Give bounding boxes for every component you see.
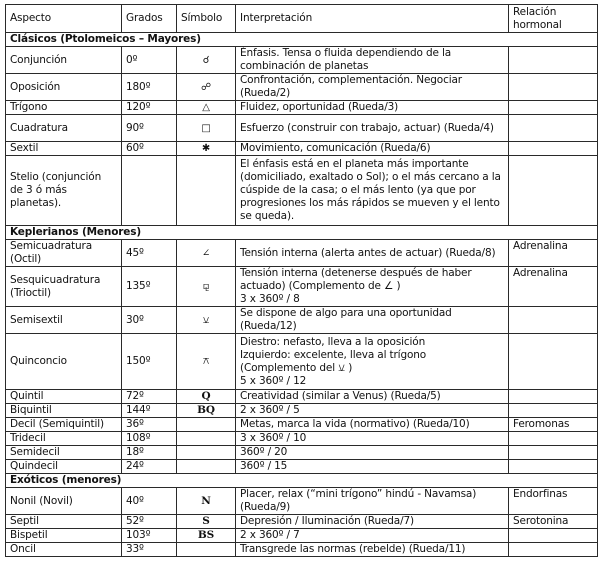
cell-hormona xyxy=(509,334,598,390)
cell-hormona: Adrenalina xyxy=(509,267,598,307)
cell-interpretacion xyxy=(236,334,509,390)
table-row-decil xyxy=(6,418,598,432)
header-interpretacion: Interpretación xyxy=(236,5,509,33)
biquintile-symbol-icon: BQ xyxy=(177,404,236,418)
cell-aspecto: Biquintil xyxy=(6,404,122,418)
cell-hormona xyxy=(509,101,598,115)
cell-hormona: Feromonas xyxy=(509,418,598,432)
group-row-keplerianos xyxy=(6,226,598,240)
header-aspecto: Aspecto xyxy=(6,5,122,33)
cell-interpretacion: 2 x 360º / 5 xyxy=(236,404,509,418)
cell-aspecto: Tridecil xyxy=(6,432,122,446)
table-row-biquintil xyxy=(6,404,598,418)
cell-hormona xyxy=(509,115,598,142)
aspects-table xyxy=(5,4,598,557)
novile-symbol-icon: N xyxy=(177,488,236,515)
cell-grados: 135º xyxy=(122,267,177,307)
group-row-exoticos xyxy=(6,474,598,488)
header-grados: Grados xyxy=(122,5,177,33)
cell-aspecto: Semisextil xyxy=(6,307,122,334)
table-row-sextil xyxy=(6,142,598,156)
square-symbol-icon: □ xyxy=(177,115,236,142)
cell-simbolo xyxy=(177,156,236,226)
cell-aspecto: Semicuadratura (Octil) xyxy=(6,240,122,267)
table-row-bispetil xyxy=(6,529,598,543)
cell-hormona: Serotonina xyxy=(509,515,598,529)
septile-symbol-icon: S xyxy=(177,515,236,529)
table-row-quintil xyxy=(6,390,598,404)
cell-grados: 150º xyxy=(122,334,177,390)
group-title-clasicos: Clásicos (Ptolomeicos – Mayores) xyxy=(6,33,598,47)
cell-hormona xyxy=(509,307,598,334)
table-row-cuadratura xyxy=(6,115,598,142)
cell-interpretacion: Tensión interna (alerta antes de actuar) (Rueda/8) xyxy=(236,240,509,267)
cell-grados: 120º xyxy=(122,101,177,115)
cell-grados: 36º xyxy=(122,418,177,432)
table-row-tridecil xyxy=(6,432,598,446)
cell-hormona xyxy=(509,404,598,418)
cell-grados: 33º xyxy=(122,543,177,557)
cell-interpretacion: 3 x 360º / 10 xyxy=(236,432,509,446)
table-row-septil xyxy=(6,515,598,529)
cell-interpretacion: El énfasis está en el planeta más importante (domiciliado, exaltado o Sol); o el más cercano a la cúspide de la casa; o el más lento (ya que por progresiones los más rápidos se mueven y el lento se queda). xyxy=(236,156,509,226)
table-row-nonil xyxy=(6,488,598,515)
cell-grados: 18º xyxy=(122,446,177,460)
header-row xyxy=(6,5,598,33)
cell-hormona xyxy=(509,142,598,156)
cell-aspecto: Oposición xyxy=(6,74,122,101)
cell-aspecto: Quintil xyxy=(6,390,122,404)
cell-aspecto: Septil xyxy=(6,515,122,529)
group-title-keplerianos: Keplerianos (Menores) xyxy=(6,226,598,240)
cell-grados: 24º xyxy=(122,460,177,474)
table-row-sesquicuadratura xyxy=(6,267,598,307)
cell-interpretacion: Énfasis. Tensa o fluida dependiendo de la combinación de planetas xyxy=(236,47,509,74)
cell-interpretacion: Movimiento, comunicación (Rueda/6) xyxy=(236,142,509,156)
table-row-quinconcio xyxy=(6,334,598,390)
interp-line: (Complemento del ⚺ ) xyxy=(240,361,353,374)
cell-grados: 144º xyxy=(122,404,177,418)
cell-aspecto: Quindecil xyxy=(6,460,122,474)
trine-symbol-icon: △ xyxy=(177,101,236,115)
cell-interpretacion: Depresión / Iluminación (Rueda/7) xyxy=(236,515,509,529)
cell-simbolo xyxy=(177,460,236,474)
conjunction-symbol-icon: ☌ xyxy=(177,47,236,74)
table-row-semicuadratura xyxy=(6,240,598,267)
cell-aspecto: Oncil xyxy=(6,543,122,557)
cell-grados: 52º xyxy=(122,515,177,529)
cell-interpretacion: Transgrede las normas (rebelde) (Rueda/11) xyxy=(236,543,509,557)
cell-hormona xyxy=(509,446,598,460)
interp-formula: 3 x 360º / 8 xyxy=(240,293,300,305)
cell-simbolo xyxy=(177,446,236,460)
cell-hormona xyxy=(509,390,598,404)
cell-hormona: Endorfinas xyxy=(509,488,598,515)
cell-simbolo xyxy=(177,432,236,446)
cell-grados: 0º xyxy=(122,47,177,74)
sextile-symbol-icon: ✱ xyxy=(177,142,236,156)
cell-grados: 45º xyxy=(122,240,177,267)
table-row-trigono xyxy=(6,101,598,115)
cell-grados: 90º xyxy=(122,115,177,142)
cell-aspecto: Quinconcio xyxy=(6,334,122,390)
cell-aspecto: Nonil (Novil) xyxy=(6,488,122,515)
sesquiquadrate-symbol-icon: ⚼ xyxy=(177,267,236,307)
cell-aspecto: Bispetil xyxy=(6,529,122,543)
cell-interpretacion: Placer, relax (“mini trígono” hindú - Navamsa) (Rueda/9) xyxy=(236,488,509,515)
cell-grados: 30º xyxy=(122,307,177,334)
cell-hormona: Adrenalina xyxy=(509,240,598,267)
cell-grados: 72º xyxy=(122,390,177,404)
interp-line: Tensión interna (detenerse después de haber actuado) (Complemento de ∠ ) xyxy=(240,267,472,292)
cell-grados: 60º xyxy=(122,142,177,156)
semisextile-symbol-icon: ⚺ xyxy=(177,307,236,334)
cell-grados: 40º xyxy=(122,488,177,515)
cell-interpretacion: 2 x 360º / 7 xyxy=(236,529,509,543)
quintile-symbol-icon: Q xyxy=(177,390,236,404)
cell-interpretacion: Metas, marca la vida (normativo) (Rueda/10) xyxy=(236,418,509,432)
cell-grados xyxy=(122,156,177,226)
table-row-quindecil xyxy=(6,460,598,474)
group-title-exoticos: Exóticos (menores) xyxy=(6,474,598,488)
cell-aspecto: Sesquicuadratura (Trioctil) xyxy=(6,267,122,307)
table-row-oncil xyxy=(6,543,598,557)
cell-aspecto: Semidecil xyxy=(6,446,122,460)
interp-formula: 5 x 360º / 12 xyxy=(240,374,307,387)
cell-interpretacion: 360º / 20 xyxy=(236,446,509,460)
cell-aspecto: Sextil xyxy=(6,142,122,156)
header-relacion-line1: Relación xyxy=(513,5,557,18)
cell-interpretacion: Fluidez, oportunidad (Rueda/3) xyxy=(236,101,509,115)
cell-aspecto: Cuadratura xyxy=(6,115,122,142)
cell-interpretacion: Confrontación, complementación. Negociar (Rueda/2) xyxy=(236,74,509,101)
biseptile-symbol-icon: BS xyxy=(177,529,236,543)
table-row-semidecil xyxy=(6,446,598,460)
cell-interpretacion: Se dispone de algo para una oportunidad (Rueda/12) xyxy=(236,307,509,334)
table-row-stelio xyxy=(6,156,598,226)
table-row-conjuncion xyxy=(6,47,598,74)
cell-hormona xyxy=(509,47,598,74)
table-row-semisextil xyxy=(6,307,598,334)
cell-hormona xyxy=(509,529,598,543)
header-relacion-hormonal xyxy=(509,5,598,33)
interp-line: Diestro: nefasto, lleva a la oposición xyxy=(240,335,426,348)
cell-simbolo xyxy=(177,418,236,432)
cell-interpretacion: 360º / 15 xyxy=(236,460,509,474)
cell-interpretacion xyxy=(236,267,509,307)
cell-hormona xyxy=(509,460,598,474)
cell-interpretacion: Creatividad (similar a Venus) (Rueda/5) xyxy=(236,390,509,404)
cell-hormona xyxy=(509,543,598,557)
cell-hormona xyxy=(509,156,598,226)
cell-aspecto: Trígono xyxy=(6,101,122,115)
cell-grados: 108º xyxy=(122,432,177,446)
cell-aspecto: Conjunción xyxy=(6,47,122,74)
cell-grados: 103º xyxy=(122,529,177,543)
semisquare-symbol-icon: ∠ xyxy=(177,240,236,267)
cell-interpretacion: Esfuerzo (construir con trabajo, actuar) (Rueda/4) xyxy=(236,115,509,142)
opposition-symbol-icon: ☍ xyxy=(177,74,236,101)
cell-grados: 180º xyxy=(122,74,177,101)
cell-hormona xyxy=(509,74,598,101)
quincunx-symbol-icon: ⚻ xyxy=(177,334,236,390)
cell-aspecto: Decil (Semiquintil) xyxy=(6,418,122,432)
header-simbolo: Símbolo xyxy=(177,5,236,33)
cell-aspecto: Stelio (conjunción de 3 ó más planetas). xyxy=(6,156,122,226)
header-relacion-line2: hormonal xyxy=(513,18,562,31)
cell-simbolo xyxy=(177,543,236,557)
group-row-clasicos xyxy=(6,33,598,47)
cell-hormona xyxy=(509,432,598,446)
table-row-oposicion xyxy=(6,74,598,101)
interp-line: Izquierdo: excelente, lleva al trígono xyxy=(240,348,427,361)
